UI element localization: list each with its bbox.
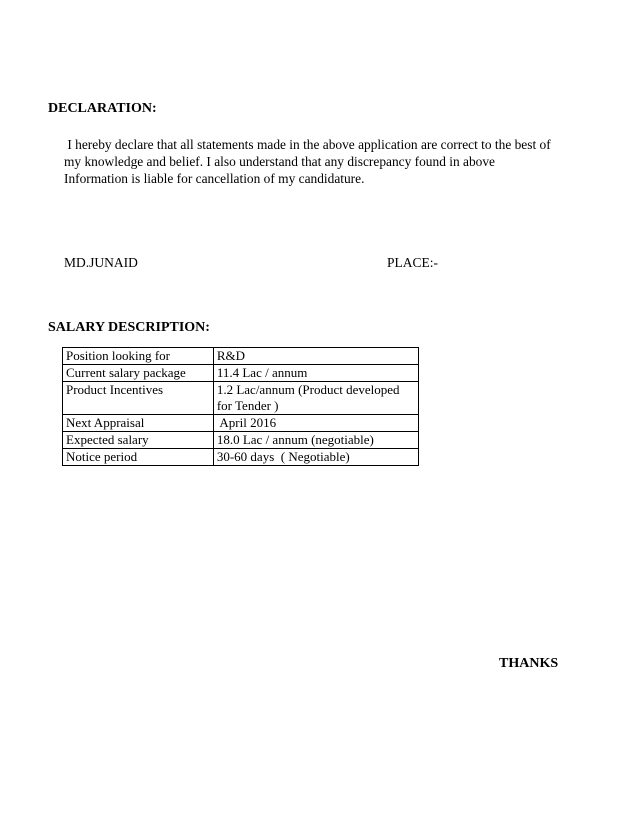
salary-value-cell: 30-60 days ( Negotiable) [213, 449, 418, 466]
table-row [63, 382, 419, 415]
salary-value-cell: April 2016 [213, 415, 418, 432]
declaration-line: Information is liable for cancellation of my candidature. [64, 171, 365, 186]
salary-value-cell: 11.4 Lac / annum [213, 365, 418, 382]
table-row [63, 432, 419, 449]
salary-label-cell: Product Incentives [63, 382, 214, 415]
salary-label-cell: Notice period [63, 449, 214, 466]
table-row [63, 365, 419, 382]
declaration-line: I hereby declare that all statements made in the above application are correct to the best of [64, 137, 551, 152]
salary-value-cell: 18.0 Lac / annum (negotiable) [213, 432, 418, 449]
table-row [63, 415, 419, 432]
salary-value-cell: 1.2 Lac/annum (Product developed for Tender ) [213, 382, 418, 415]
salary-label-cell: Expected salary [63, 432, 214, 449]
salary-heading: SALARY DESCRIPTION: [48, 320, 210, 335]
declaration-statement [64, 136, 614, 187]
salary-label-cell: Next Appraisal [63, 415, 214, 432]
salary-label-cell: Current salary package [63, 365, 214, 382]
thanks-closing: THANKS [499, 656, 559, 671]
salary-label-cell: Position looking for [63, 348, 214, 365]
salary-value-cell: R&D [213, 348, 418, 365]
signatory-name: MD.JUNAID [64, 255, 138, 270]
table-row [63, 449, 419, 466]
declaration-heading: DECLARATION: [48, 101, 157, 116]
declaration-line: my knowledge and belief. I also understand that any discrepancy found in above [64, 154, 495, 169]
table-row [63, 348, 419, 365]
salary-table [62, 347, 419, 466]
place-label: PLACE:- [387, 255, 439, 270]
